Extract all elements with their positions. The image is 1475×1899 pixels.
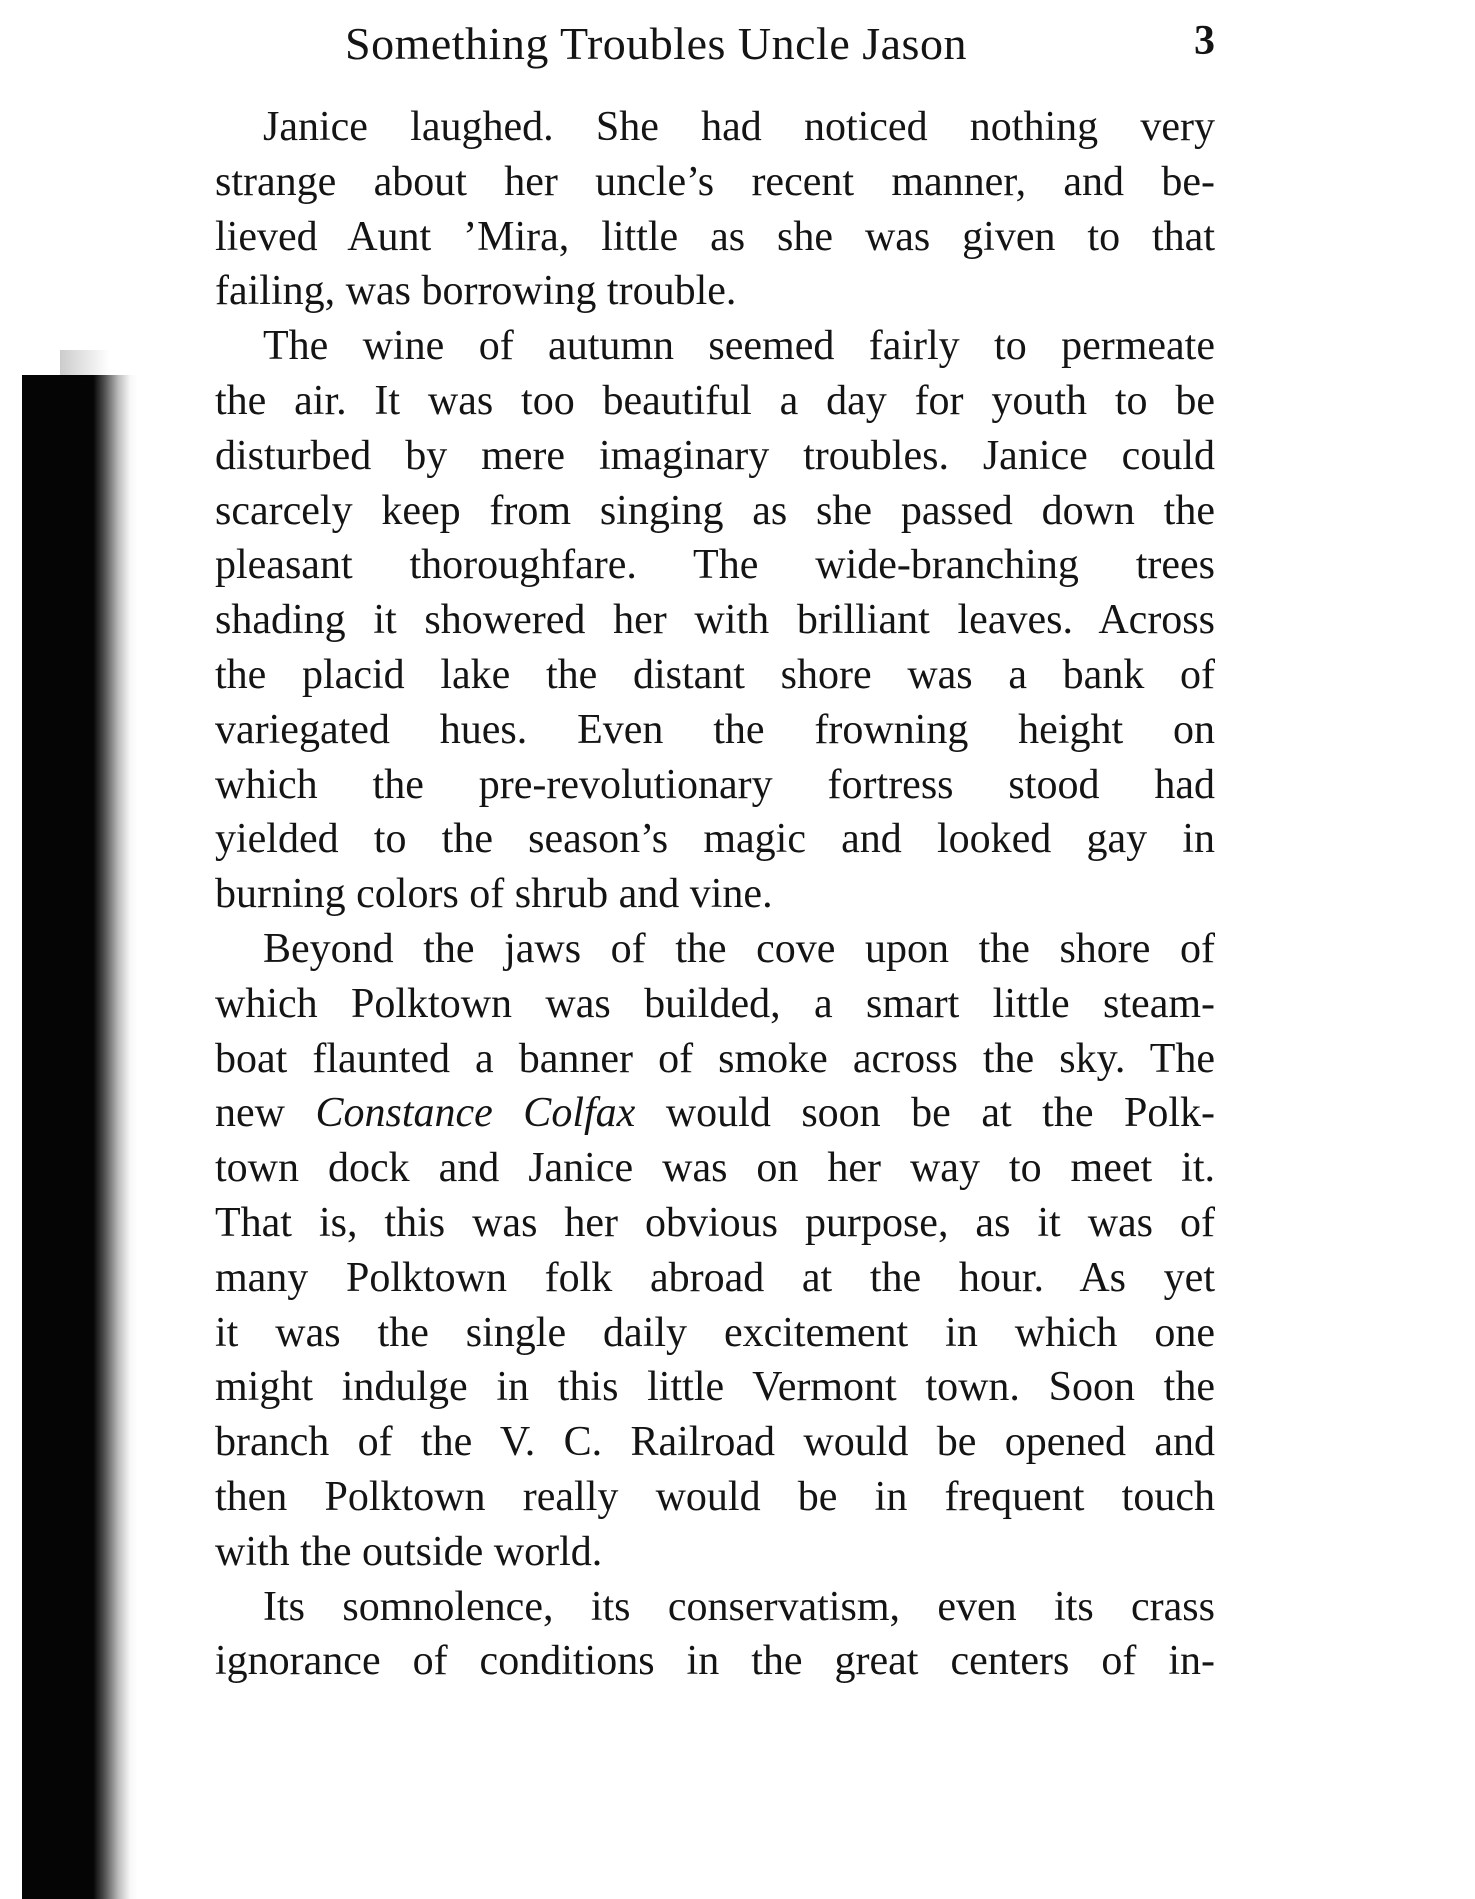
running-head: Something Troubles Uncle Jason (345, 18, 967, 69)
text-segment: would soon be at the Polk- (635, 1090, 1215, 1137)
text-line: pleasant thoroughfare. The wide-branching trees (215, 542, 1215, 589)
scan-speck (60, 350, 110, 378)
text-line: lieved Aunt ’Mira, little as she was given to that (215, 213, 1215, 260)
text-line: Beyond the jaws of the cove upon the shore of (263, 925, 1215, 972)
binding-shadow (22, 375, 137, 1899)
text-line: shading it showered her with brilliant leaves. Across (215, 597, 1215, 644)
ship-name: Constance Colfax (315, 1090, 636, 1137)
paragraph-4 (215, 1580, 1215, 1690)
paragraph-2 (215, 319, 1215, 922)
text-line: then Polktown really would be in frequent touch (215, 1473, 1215, 1520)
text-line: which Polktown was builded, a smart little steam- (215, 980, 1215, 1027)
page-number: 3 (1194, 18, 1215, 64)
text-line: many Polktown folk abroad at the hour. As yet (215, 1254, 1215, 1301)
text-line: The wine of autumn seemed fairly to permeate (263, 323, 1215, 370)
body-text (215, 100, 1215, 1689)
text-line: which the pre-revolutionary fortress stood had (215, 761, 1215, 808)
text-line-with-italic (215, 1086, 1215, 1141)
text-line: the placid lake the distant shore was a bank of (215, 651, 1215, 698)
text-line: variegated hues. Even the frowning height on (215, 706, 1215, 753)
text-line: town dock and Janice was on her way to meet it. (215, 1145, 1215, 1192)
text-line: Janice laughed. She had noticed nothing very (263, 104, 1215, 150)
text-line: ignorance of conditions in the great centers of in- (215, 1638, 1215, 1685)
text-line: branch of the V. C. Railroad would be opened and (215, 1419, 1215, 1466)
text-line: scarcely keep from singing as she passed down the (215, 487, 1215, 534)
paragraph-1 (215, 100, 1215, 319)
text-line: yielded to the season’s magic and looked gay in (215, 816, 1215, 863)
text-line: with the outside world. (215, 1528, 603, 1575)
text-line: Its somnolence, its conservatism, even its crass (263, 1583, 1215, 1630)
text-line: might indulge in this little Vermont town. Soon the (215, 1364, 1215, 1411)
text-segment: new (215, 1090, 316, 1137)
text-line: That is, this was her obvious purpose, as it was of (215, 1199, 1215, 1246)
text-line: it was the single daily excitement in which one (215, 1309, 1215, 1356)
page-header (215, 12, 1215, 82)
text-line: disturbed by mere imaginary troubles. Janice could (215, 432, 1215, 479)
paragraph-3 (215, 922, 1215, 1580)
text-line: strange about her uncle’s recent manner, and be- (215, 158, 1215, 205)
text-line: burning colors of shrub and vine. (215, 871, 773, 918)
text-line: boat flaunted a banner of smoke across the sky. The (215, 1035, 1215, 1082)
text-line: the air. It was too beautiful a day for youth to be (215, 377, 1215, 424)
text-line: failing, was borrowing trouble. (215, 268, 737, 315)
